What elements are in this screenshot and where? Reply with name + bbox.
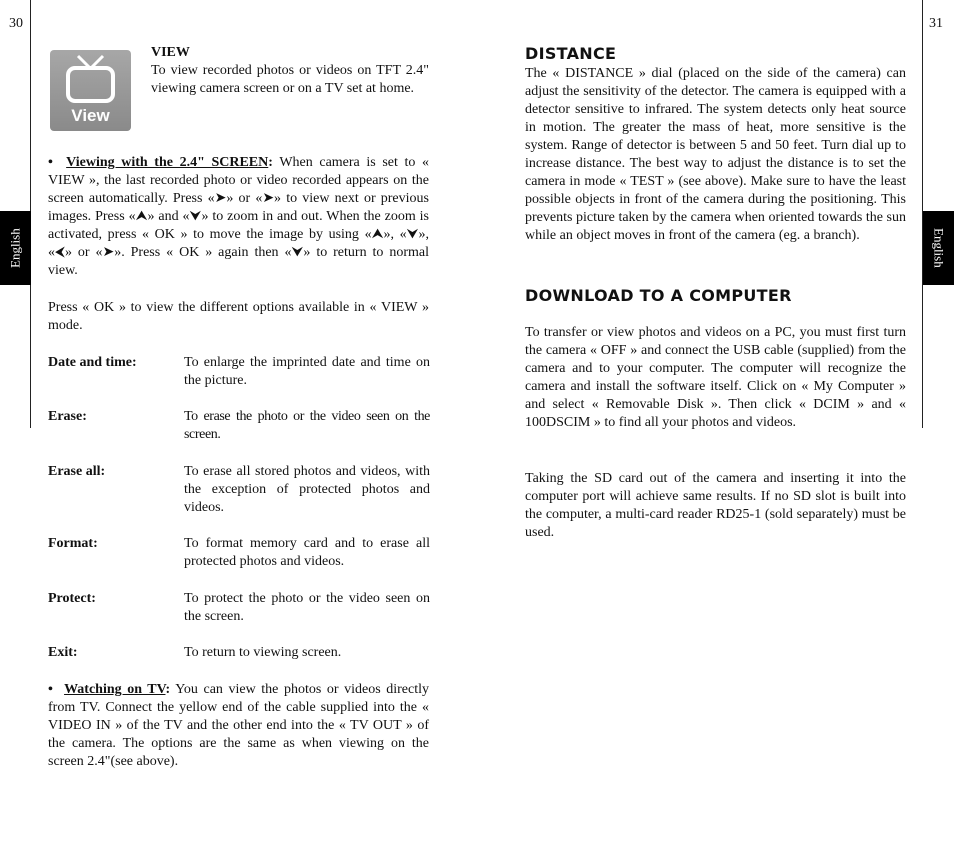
language-tab-right: English — [923, 211, 954, 285]
screen-section — [48, 154, 429, 280]
tv-heading: Watching on TV — [64, 682, 166, 697]
distance-title: DISTANCE — [525, 44, 617, 63]
view-icon-label: View — [71, 106, 110, 125]
view-section — [151, 44, 429, 98]
page-number-right: 31 — [929, 16, 943, 31]
download-paragraph-1: To transfer or view photos and videos on a PC, you must first turn the camera « OFF » and connect the USB cable (supplied) from the camera and to your computer. The computer will recognize the camera and install the software itself. Click on « My Computer » and select « Removable Disk ». Then click « DCIM » and « 100DSCIM » to find all your photos and videos. — [525, 325, 906, 430]
distance-text: The « DISTANCE » dial (placed on the side of the camera) can adjust the sensitivity of the detector. The camera is equipped with a detector sensitive to infrared. The system detects only heat source in motion. The greater the mass of heat, more sensitive is the system. Range of detector is between 5 and 50 feet. Turn dial up to increase distance. The best way to adjust the distance is to set the camera in mode « TEST » (see above). Make sure to have the least possible objects in front of the camera during the positioning. This prevents picture taken by the camera when oriented towards the sun while an object moves in front of the camera (eg. a branch). — [525, 66, 906, 243]
option-desc: To erase the photo or the video seen on the screen. — [184, 409, 430, 442]
screen-heading: Viewing with the 2.4" SCREEN — [66, 155, 269, 170]
option-label: Protect: — [48, 591, 96, 606]
option-label: Exit: — [48, 645, 78, 660]
page-number-left: 30 — [9, 16, 23, 31]
option-label: Date and time: — [48, 355, 137, 370]
tv-colon: : — [165, 682, 171, 697]
tv-paragraph — [48, 681, 429, 771]
option-label: Erase: — [48, 409, 87, 424]
download-title: DOWNLOAD TO A COMPUTER — [525, 286, 792, 305]
screen-text: When camera is set to « VIEW », the last recorded photo or video recorded appears on the screen automatically. Press «➤» or «➤» to view next or previous images. Press «⮝» and «⮟» to zoom in and out. When the zoom is activated, press « OK » to move the image by using «⮝», «⮟», «⮜» or «➤». Press « OK » again then «⮟» to return to normal view. — [48, 155, 430, 278]
option-label: Format: — [48, 536, 98, 551]
screen-colon: : — [268, 155, 273, 170]
tv-bullet: • — [48, 682, 53, 697]
view-icon — [50, 50, 131, 131]
option-label: Erase all: — [48, 464, 106, 479]
screen-bullet: • — [48, 155, 53, 170]
option-desc: To enlarge the imprinted date and time on the picture. — [184, 355, 430, 388]
view-description: To view recorded photos or videos on TFT 2.4" viewing camera screen or on a TV set at home. — [151, 63, 429, 96]
view-title: VIEW — [151, 45, 190, 60]
tv-text: You can view the photos or videos directly from TV. Connect the yellow end of the cable supplied into the « VIDEO IN » of the TV and the other end into the « TV OUT » of the camera. The options are the same as when viewing on the screen 2.4"(see above). — [48, 682, 430, 769]
option-desc: To return to viewing screen. — [184, 645, 342, 660]
ok-paragraph: Press « OK » to view the different options available in « VIEW » mode. — [48, 300, 429, 333]
tv-section — [48, 681, 429, 771]
option-desc: To erase all stored photos and videos, with the exception of protected photos and videos. — [184, 464, 430, 515]
option-desc: To protect the photo or the video seen on the screen. — [184, 591, 430, 624]
screen-paragraph — [48, 154, 429, 280]
download-paragraph-2: Taking the SD card out of the camera and inserting it into the computer port will achieve same results. If no SD slot is built into the computer, a multi-card reader RD25-1 (sold separately) must be used. — [525, 471, 906, 540]
option-desc: To format memory card and to erase all protected photos and videos. — [184, 536, 430, 569]
language-tab-left: English — [0, 211, 31, 285]
tv-icon — [50, 50, 131, 106]
